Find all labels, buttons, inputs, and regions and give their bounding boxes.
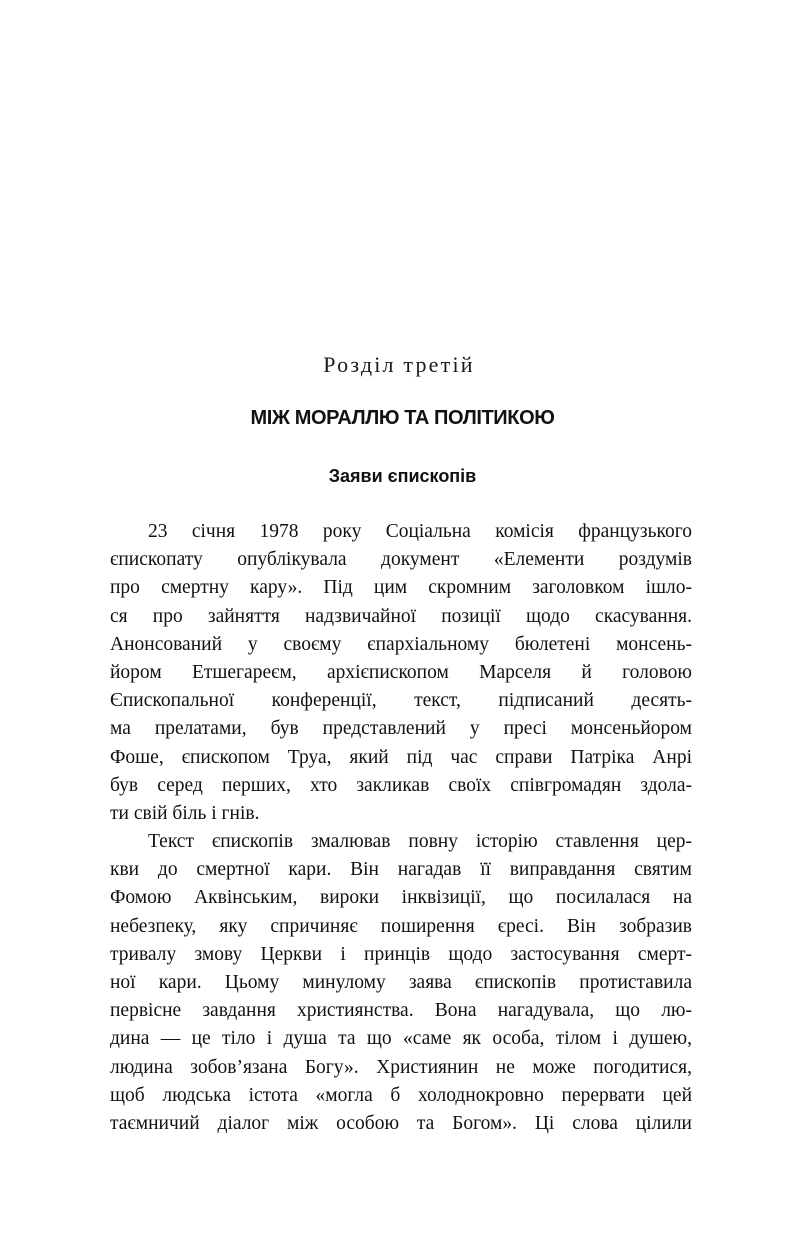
text-line: був серед перших, хто закликав своїх співгромадян здола- [110, 774, 692, 796]
text-line: дина — це тіло і душа та що «саме як особа, тілом і душею, [110, 1028, 692, 1050]
text-line: ма прелатами, був представлений у пресі монсеньйором [110, 718, 692, 740]
text-line: людина зобов’язана Богу». Християнин не може погодитися, [110, 1056, 692, 1078]
text-line: тривалу змову Церкви і принців щодо застосування смерт- [110, 943, 692, 965]
text-line: ної кари. Цьому минулому заява єпископів протиставила [110, 972, 692, 993]
text-line: про смертну кару». Під цим скромним заголовком ішло- [110, 577, 692, 599]
text-line: первісне завдання християнства. Вона нагадувала, що лю- [110, 1000, 692, 1022]
text-line: Фомою Аквінським, вироки інквізиції, що посилалася на [110, 887, 692, 909]
body-text [110, 518, 692, 1138]
text-line: йором Етшегареєм, архієпископом Марселя й головою [110, 661, 692, 683]
text-line: таємничий діалог між особою та Богом». Ці слова цілили [110, 1112, 692, 1134]
text-line: кви до смертної кари. Він нагадав її виправдання святим [110, 859, 692, 881]
text-line: Єпископальної конференції, текст, підписаний десять- [110, 690, 692, 712]
text-line: ся про зайняття надзвичайної позиції щодо скасування. [110, 605, 692, 627]
text-line: Фоше, єпископом Труа, який під час справи Патріка Анрі [110, 746, 692, 768]
text-line: щоб людська істота «могла б холоднокровно перервати цей [110, 1084, 692, 1106]
paragraph [110, 518, 692, 828]
chapter-title: МІЖ МОРАЛЛЮ ТА ПОЛІТИКОЮ [250, 407, 555, 429]
chapter-label: Розділ третій [323, 352, 475, 377]
text-line: Анонсований у своєму єпархіальному бюлетені монсень- [110, 633, 692, 655]
text-line: ти свій біль і гнів. [110, 802, 260, 824]
text-line: небезпеку, яку спричиняє поширення єресі. Він зобразив [110, 915, 692, 937]
text-line: єпископату опублікувала документ «Елементи роздумів [110, 549, 692, 571]
text-line: Текст єпископів змалював повну історію ставлення цер- [148, 831, 692, 853]
text-line: 23 січня 1978 року Соціальна комісія французького [148, 521, 692, 542]
paragraph [110, 828, 692, 1138]
section-title: Заяви єпископів [328, 466, 477, 486]
